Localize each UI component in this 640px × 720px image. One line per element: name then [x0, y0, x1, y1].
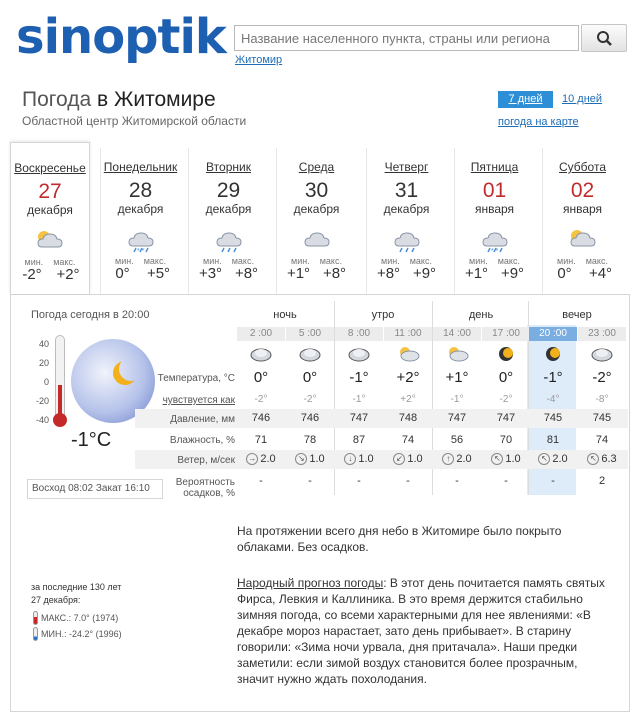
- row-label-precip2: осадков, %: [183, 488, 235, 499]
- precip-value: -: [504, 475, 508, 487]
- temperature-value: -2°: [592, 369, 612, 386]
- history-line2: 27 декабря:: [31, 595, 81, 605]
- min-label: мин.: [24, 257, 44, 267]
- min-label: мин.: [557, 256, 576, 266]
- temperature-value: 0°: [498, 369, 514, 386]
- logo-text: sinoptik: [16, 9, 226, 65]
- row-label-temp: Температура, °C: [157, 373, 235, 384]
- temperature-value: -1°: [543, 369, 563, 386]
- day-min-temp: +1°: [286, 265, 311, 282]
- day-description: На протяжении всего дня небо в Житомире было покрыто облаками. Без осадков.: [237, 524, 562, 554]
- day-max-temp: +2°: [56, 266, 80, 283]
- day-name: Четверг: [384, 160, 429, 174]
- day-tab[interactable]: [276, 148, 356, 294]
- wind-cell: [578, 453, 626, 465]
- row-label-pressure: Давление, мм: [170, 414, 235, 425]
- cloud-icon: [335, 345, 383, 368]
- day-month: января: [562, 202, 603, 216]
- rain-icon: [189, 224, 268, 254]
- thermometer-bulb: [53, 413, 67, 427]
- wind-direction-icon: ↓: [344, 453, 356, 465]
- hour-header: 8 :00: [335, 327, 383, 341]
- site-logo[interactable]: [16, 8, 226, 66]
- day-name: Понедельник: [103, 160, 178, 174]
- search-hint-link[interactable]: Житомир: [235, 54, 283, 66]
- hour-header: 17 :00: [482, 327, 530, 341]
- day-number: 01: [482, 179, 507, 202]
- history-min: МИН.: -24.2° (1996): [41, 629, 122, 639]
- scale-tick: 40: [38, 339, 49, 349]
- feels-like-value: -4°: [546, 394, 560, 405]
- moon-icon: [482, 345, 530, 368]
- max-label: макс.: [143, 256, 166, 266]
- max-label: макс.: [231, 256, 254, 266]
- night-cloud-icon: [237, 345, 285, 368]
- sunset-time: Закат 16:10: [95, 483, 150, 494]
- day-number: 31: [394, 179, 419, 202]
- period-header: ночь: [273, 309, 297, 321]
- night-cloudy-icon: [286, 345, 334, 368]
- wind-direction-icon: ↙: [393, 453, 405, 465]
- day-name: Среда: [298, 160, 335, 174]
- precip-value: -: [308, 475, 312, 487]
- wind-value: 1.0: [505, 453, 521, 465]
- day-month: декабря: [27, 203, 73, 217]
- day-name: Воскресенье: [14, 161, 86, 175]
- wind-value: 2.0: [552, 453, 568, 465]
- wind-cell: [384, 453, 432, 465]
- wind-direction-icon: ↑: [442, 453, 454, 465]
- wind-direction-icon: ↖: [587, 453, 599, 465]
- pressure-value: 748: [398, 412, 418, 424]
- day-tab[interactable]: [188, 148, 268, 294]
- humidity-value: 70: [499, 434, 513, 446]
- wind-cell: [335, 453, 383, 465]
- folk-forecast: [237, 575, 617, 687]
- day-min-temp: 0°: [115, 265, 130, 282]
- wind-cell: [237, 453, 285, 465]
- precip-value: -: [551, 475, 555, 487]
- day-name: Пятница: [470, 160, 519, 174]
- thermometer-scale: [35, 335, 49, 430]
- wind-direction-icon: ↘: [295, 453, 307, 465]
- day-cloudy-icon: [384, 345, 432, 368]
- folk-title: Народный прогноз погоды: [237, 576, 384, 590]
- min-label: мин.: [469, 256, 488, 266]
- precip-value: 2: [598, 475, 606, 487]
- day-min-temp: +3°: [198, 265, 223, 282]
- day-min-temp: +1°: [464, 265, 489, 282]
- svg-text:* *: * *: [490, 248, 498, 254]
- max-label: макс.: [409, 256, 432, 266]
- temperature-value: +2°: [396, 369, 420, 386]
- title-city: в Житомире: [96, 88, 216, 111]
- day-min-temp: -2°: [22, 266, 42, 283]
- hour-header: 20 :00: [529, 327, 577, 341]
- max-label: макс.: [585, 256, 608, 266]
- svg-text:* *: * *: [136, 248, 144, 254]
- day-max-temp: +8°: [234, 265, 259, 282]
- day-number: 30: [304, 179, 329, 202]
- search-button[interactable]: [581, 24, 627, 52]
- hour-header: 5 :00: [286, 327, 334, 341]
- day-tabs: [10, 142, 630, 294]
- wind-cell: [529, 453, 577, 465]
- min-label: мин.: [381, 256, 400, 266]
- range-10-days-link[interactable]: 10 дней: [562, 93, 603, 105]
- sunrise-sunset: [27, 479, 163, 499]
- period-header: день: [468, 309, 494, 321]
- cloudy-sun-icon: [543, 224, 622, 254]
- wind-value: 1.0: [309, 453, 325, 465]
- day-max-temp: +9°: [412, 265, 437, 282]
- day-detail-panel: [10, 294, 630, 712]
- day-max-temp: +4°: [588, 265, 613, 282]
- scale-tick: 20: [38, 358, 49, 368]
- weather-map-link[interactable]: погода на карте: [498, 116, 579, 128]
- day-tab[interactable]: [454, 148, 534, 294]
- history-line1: за последние 130 лет: [31, 582, 122, 592]
- temperature-value: -1°: [349, 369, 369, 386]
- wind-cell: [482, 453, 530, 465]
- humidity-value: 81: [546, 434, 560, 446]
- history-max: МАКС.: 7.0° (1974): [41, 613, 119, 623]
- humidity-value: 78: [303, 434, 317, 446]
- range-7-days-button[interactable]: 7 дней: [498, 91, 553, 108]
- day-max-temp: +9°: [500, 265, 525, 282]
- day-tab[interactable]: [10, 142, 90, 294]
- day-cloudy-icon: [433, 345, 481, 368]
- day-name: Суббота: [559, 160, 606, 174]
- day-number: 28: [128, 179, 153, 202]
- day-month: декабря: [117, 202, 164, 216]
- humidity-value: 87: [352, 434, 366, 446]
- pressure-value: 747: [447, 412, 467, 424]
- pressure-value: 746: [251, 412, 271, 424]
- rain-icon: [367, 224, 446, 254]
- pressure-value: 747: [496, 412, 516, 424]
- precip-value: -: [406, 475, 410, 487]
- day-tab[interactable]: [542, 148, 622, 294]
- wind-direction-icon: ↖: [538, 453, 550, 465]
- feels-like-value: -2°: [303, 394, 317, 405]
- humidity-value: 74: [595, 434, 609, 446]
- feels-like-value: -2°: [499, 394, 513, 405]
- wind-cell: [433, 453, 481, 465]
- max-label: макс.: [53, 257, 76, 267]
- precip-value: -: [455, 475, 459, 487]
- feels-like-value: +2°: [400, 394, 416, 405]
- day-min-temp: +8°: [376, 265, 401, 282]
- hour-header: 11 :00: [384, 327, 432, 341]
- hour-header: 2 :00: [237, 327, 285, 341]
- moon-icon: [119, 357, 143, 381]
- history-block: [31, 581, 121, 607]
- day-name: Вторник: [206, 160, 251, 174]
- period-header: утро: [371, 309, 395, 321]
- scale-tick: -40: [35, 415, 49, 425]
- day-tab[interactable]: [366, 148, 446, 294]
- hour-header: 23 :00: [578, 327, 626, 341]
- wind-value: 2.0: [260, 453, 276, 465]
- pressure-value: 745: [543, 412, 563, 424]
- precip-value: -: [357, 475, 361, 487]
- temperature-value: +1°: [445, 369, 469, 386]
- day-month: декабря: [293, 202, 340, 216]
- sunrise-time: Восход 08:02: [32, 483, 94, 494]
- folk-text: : В этот день почитается память святых Фирса, Левкия и Каллиника. В это время держится стабильно зимняя погода, со всеми характерными для нее явлениями: «В декабре мороз нарастает, зато день прибывает». В старину говорили: «Зима ночи урвала, дня притачала». Наши предки заметили: если зимой воздух становится более прозрачным, значит нужно ждать похолодания.: [237, 576, 605, 686]
- pressure-value: 747: [349, 412, 369, 424]
- min-thermometer-icon: [33, 627, 38, 641]
- hour-header: 14 :00: [433, 327, 481, 341]
- current-temperature: -1°C: [71, 429, 112, 451]
- feels-like-value: -1°: [352, 394, 366, 405]
- scale-tick: -20: [35, 396, 49, 406]
- wind-value: 6.3: [601, 453, 617, 465]
- day-month: января: [474, 202, 515, 216]
- feels-like-value: -8°: [595, 394, 609, 405]
- precip-value: -: [259, 475, 263, 487]
- page-subtitle: Областной центр Житомирской области: [22, 114, 247, 128]
- min-label: мин.: [115, 256, 134, 266]
- day-month: декабря: [383, 202, 430, 216]
- wind-value: 2.0: [456, 453, 472, 465]
- row-label-precip1: Вероятность: [175, 477, 235, 488]
- day-month: декабря: [205, 202, 252, 216]
- day-number: 29: [216, 179, 241, 202]
- min-label: мин.: [291, 256, 310, 266]
- now-label: Погода сегодня в 20:00: [31, 309, 150, 321]
- day-min-temp: 0°: [557, 265, 572, 282]
- day-number: 27: [38, 180, 62, 203]
- search-input[interactable]: Название населенного пункта, страны или региона: [234, 25, 579, 51]
- cloud-icon: [277, 224, 356, 254]
- max-label: макс.: [497, 256, 520, 266]
- pressure-value: 745: [592, 412, 612, 424]
- row-label-wind: Ветер, м/сек: [177, 455, 235, 466]
- search-icon: [582, 25, 628, 53]
- wind-cell: [286, 453, 334, 465]
- min-label: мин.: [203, 256, 222, 266]
- page-title: [22, 88, 216, 112]
- title-prefix: Погода: [22, 88, 92, 111]
- max-label: макс.: [319, 256, 342, 266]
- wind-value: 1.0: [407, 453, 423, 465]
- day-number: 02: [570, 179, 595, 202]
- rain-snow-icon: [101, 224, 180, 254]
- wind-direction-icon: ↖: [491, 453, 503, 465]
- period-header: вечер: [562, 309, 592, 321]
- row-label-humidity: Влажность, %: [169, 435, 235, 446]
- pressure-value: 746: [300, 412, 320, 424]
- wind-direction-icon: →: [248, 454, 257, 464]
- day-tab[interactable]: [100, 148, 180, 294]
- temperature-value: 0°: [302, 369, 318, 386]
- feels-like-value: -1°: [450, 394, 464, 405]
- temperature-value: 0°: [253, 369, 269, 386]
- humidity-value: 71: [254, 434, 268, 446]
- rain-snow-icon: [455, 224, 534, 254]
- feels-like-value: -2°: [254, 394, 268, 405]
- cloud-icon: [578, 345, 626, 368]
- day-max-temp: +8°: [322, 265, 347, 282]
- scale-tick: 0: [43, 377, 49, 387]
- day-max-temp: +5°: [146, 265, 171, 282]
- cloudy-sun-icon: [11, 225, 89, 255]
- wind-value: 1.0: [358, 453, 374, 465]
- moon-icon: [529, 345, 577, 368]
- row-label-feel: чувствуется как: [162, 395, 235, 406]
- humidity-value: 74: [401, 434, 415, 446]
- humidity-value: 56: [450, 434, 464, 446]
- max-thermometer-icon: [33, 611, 38, 625]
